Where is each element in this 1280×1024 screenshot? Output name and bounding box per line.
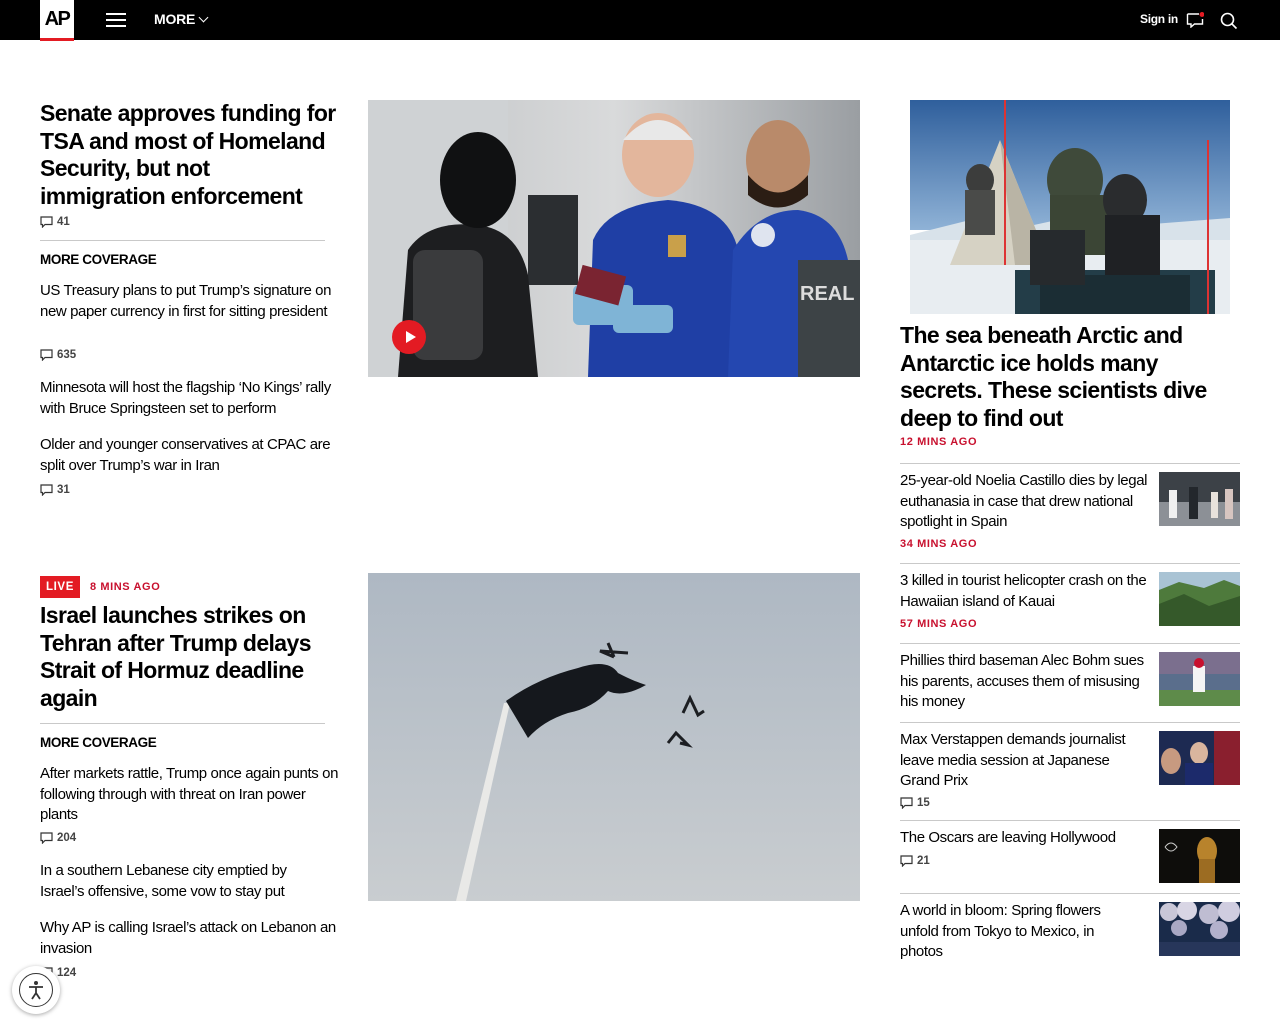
story2-related-1[interactable]: After markets rattle, Trump once again punts on following through with threat on Iran power plants [40,765,339,823]
divider [900,643,1240,644]
related-comment-count[interactable] [40,831,76,845]
story2-headline[interactable]: Israel launches strikes on Tehran after Trump delays Strait of Hormuz deadline again [40,602,311,711]
story1-comment-count[interactable] [40,215,70,229]
related-comment-count[interactable] [40,348,76,362]
divider [900,820,1240,821]
comment-icon [40,832,53,844]
more-menu-button[interactable] [154,11,207,27]
divider [40,240,325,241]
ap-logo[interactable] [40,0,74,41]
chat-icon[interactable] [1186,12,1204,28]
comment-count-value: 204 [57,832,77,844]
sidebar-comment-count[interactable] [900,796,930,810]
comment-icon [40,349,53,361]
more-coverage-label: MORE COVERAGE [40,735,157,750]
story1-related-3[interactable]: Older and younger conservatives at CPAC are split over Trump’s war in Iran [40,436,331,474]
arctic-timestamp: 12 MINS AGO [900,436,978,448]
helicopter-thumbnail[interactable] [1159,572,1240,626]
divider [40,723,325,724]
comment-count-value: 41 [57,216,70,228]
divider [900,563,1240,564]
divider [900,722,1240,723]
comment-icon [900,855,913,867]
sidebar-item-oscars[interactable]: The Oscars are leaving Hollywood [900,829,1116,846]
live-badge[interactable]: LIVE [40,576,80,598]
phillies-thumbnail[interactable] [1159,652,1240,706]
divider [900,893,1240,894]
divider [900,463,1240,464]
comment-count-value: 635 [57,349,77,361]
comment-icon [40,216,53,228]
top-navigation-bar [0,0,1280,40]
arctic-story-image[interactable] [910,100,1230,314]
play-icon[interactable] [392,320,426,354]
comment-icon [900,797,913,809]
sidebar-item-spring-flowers[interactable]: A world in bloom: Spring flowers unfold from Tokyo to Mexico, in photos [900,902,1101,960]
sidebar-item-timestamp: 57 MINS AGO [900,618,978,630]
accessibility-button[interactable] [12,966,60,1014]
story1-headline[interactable]: Senate approves funding for TSA and most of Homeland Security, but not immigration enforcement [40,100,336,209]
verstappen-thumbnail[interactable] [1159,731,1240,785]
hamburger-icon[interactable] [106,13,126,27]
search-icon[interactable] [1220,12,1238,30]
related-comment-count[interactable] [40,483,70,497]
story2-related-2[interactable]: In a southern Lebanese city emptied by Israel’s offensive, some vow to stay put [40,862,287,900]
sidebar-item-helicopter[interactable]: 3 killed in tourist helicopter crash on the Hawaiian island of Kauai [900,572,1147,610]
story1-related-2[interactable]: Minnesota will host the flagship ‘No Kings’ rally with Bruce Springsteen set to perform [40,379,331,417]
comment-icon [40,484,53,496]
svg-text:REAL: REAL [800,283,855,305]
israel-story-image[interactable] [368,573,860,901]
spring-flowers-thumbnail[interactable] [1159,902,1240,956]
comment-count-value: 124 [57,967,77,979]
story2-timestamp: 8 MINS AGO [89,581,161,593]
live-row [40,576,160,598]
logo-text: AP [44,7,70,30]
sidebar-item-euthanasia[interactable]: 25-year-old Noelia Castillo dies by legal euthanasia in case that drew national spotlight in Spain [900,472,1148,530]
sidebar-item-phillies[interactable]: Phillies third baseman Alec Bohm sues his parents, accuses them of misusing his money [900,652,1144,710]
more-menu-label: MORE [154,11,196,27]
more-coverage-label: MORE COVERAGE [40,252,157,267]
comment-count-value: 21 [917,855,930,867]
euthanasia-thumbnail[interactable] [1159,472,1240,526]
story2-related-3[interactable]: Why AP is calling Israel’s attack on Lebanon an invasion [40,919,336,957]
sidebar-item-timestamp: 34 MINS AGO [900,538,978,550]
sidebar-item-verstappen[interactable]: Max Verstappen demands journalist leave media session at Japanese Grand Prix [900,731,1126,789]
arctic-headline[interactable]: The sea beneath Arctic and Antarctic ice holds many secrets. These scientists dive deep to find out [900,322,1207,431]
tsa-story-video-thumbnail[interactable] [368,100,860,377]
chevron-down-icon [199,12,209,22]
oscars-thumbnail[interactable] [1159,829,1240,883]
comment-count-value: 15 [917,797,930,809]
accessibility-icon [19,973,53,1007]
story1-related-1[interactable]: US Treasury plans to put Trump’s signature on new paper currency in first for sitting president [40,282,332,320]
comment-count-value: 31 [57,484,70,496]
sidebar-comment-count[interactable] [900,854,930,868]
sign-in-link[interactable]: Sign in [1140,12,1178,26]
